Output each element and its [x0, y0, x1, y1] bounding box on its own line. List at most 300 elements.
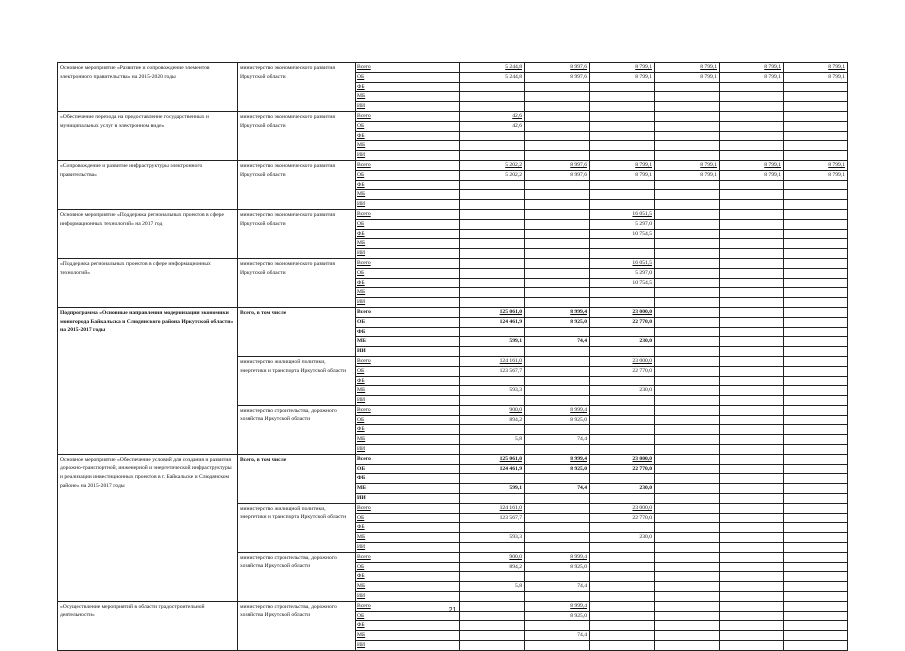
executor-cell: министерство экономического развития Иркутской области	[238, 258, 356, 307]
amount-cell	[525, 572, 590, 582]
amount-cell: 8 799,1	[784, 72, 848, 82]
amount-cell	[525, 641, 590, 651]
amount-cell	[525, 141, 590, 151]
amount-cell: 230,0	[590, 386, 655, 396]
amount-cell	[720, 151, 784, 161]
amount-cell	[655, 454, 720, 464]
amount-cell: 8 999,4	[525, 552, 590, 562]
amount-cell	[655, 572, 720, 582]
executor-cell: Всего, в том числе	[238, 307, 356, 356]
amount-cell: 8 925,0	[525, 464, 590, 474]
amount-cell: 5,8	[460, 582, 525, 592]
amount-cell	[525, 102, 590, 112]
amount-cell	[720, 425, 784, 435]
amount-cell	[655, 317, 720, 327]
amount-cell	[655, 552, 720, 562]
amount-cell	[720, 190, 784, 200]
amount-cell: 900,0	[460, 552, 525, 562]
amount-cell	[784, 111, 848, 121]
amount-cell	[460, 200, 525, 210]
amount-cell	[720, 337, 784, 347]
amount-cell: 23 000,0	[590, 356, 655, 366]
amount-cell	[784, 356, 848, 366]
funding-source-cell: МБ	[356, 533, 460, 543]
funding-source-cell: Всего	[356, 356, 460, 366]
funding-source-cell: ОБ	[356, 562, 460, 572]
amount-cell	[655, 200, 720, 210]
executor-cell: министерство жилищной политики, энергетики и транспорта Иркутской области	[238, 356, 356, 405]
amount-cell	[655, 641, 720, 651]
amount-cell	[525, 298, 590, 308]
amount-cell	[460, 92, 525, 102]
amount-cell	[655, 631, 720, 641]
funding-source-cell: ИИ	[356, 396, 460, 406]
amount-cell	[460, 102, 525, 112]
amount-cell: 124 461,9	[460, 464, 525, 474]
amount-cell: 8 799,1	[590, 63, 655, 73]
funding-source-cell: ИИ	[356, 151, 460, 161]
program-name-cell: «Сопровождение и развитие инфраструктуры электронного правительства»	[58, 160, 238, 209]
table-row	[58, 63, 848, 73]
amount-cell	[525, 239, 590, 249]
amount-cell	[655, 102, 720, 112]
amount-cell	[590, 474, 655, 484]
amount-cell	[784, 337, 848, 347]
amount-cell	[525, 327, 590, 337]
amount-cell	[655, 288, 720, 298]
amount-cell	[655, 386, 720, 396]
amount-cell	[655, 513, 720, 523]
amount-cell	[525, 347, 590, 357]
amount-cell: 8 799,1	[720, 63, 784, 73]
amount-cell	[460, 131, 525, 141]
amount-cell	[784, 239, 848, 249]
amount-cell	[655, 494, 720, 504]
amount-cell	[655, 92, 720, 102]
amount-cell	[460, 298, 525, 308]
amount-cell: 8 997,6	[525, 170, 590, 180]
amount-cell: 8 799,1	[655, 170, 720, 180]
funding-source-cell: МБ	[356, 239, 460, 249]
amount-cell	[590, 347, 655, 357]
amount-cell	[525, 592, 590, 602]
funding-source-cell: МБ	[356, 92, 460, 102]
amount-cell	[590, 180, 655, 190]
amount-cell	[590, 239, 655, 249]
amount-cell	[460, 288, 525, 298]
amount-cell	[525, 543, 590, 553]
amount-cell	[525, 82, 590, 92]
amount-cell: 8 799,1	[784, 63, 848, 73]
amount-cell: 16 051,5	[590, 258, 655, 268]
funding-source-cell: ИИ	[356, 445, 460, 455]
amount-cell: 8 799,1	[784, 160, 848, 170]
funding-source-cell: ИИ	[356, 641, 460, 651]
amount-cell	[784, 317, 848, 327]
amount-cell	[784, 258, 848, 268]
amount-cell	[525, 366, 590, 376]
amount-cell: 8 799,1	[720, 170, 784, 180]
amount-cell	[784, 396, 848, 406]
funding-source-cell: ФБ	[356, 474, 460, 484]
amount-cell	[525, 151, 590, 161]
amount-cell: 8 799,1	[720, 72, 784, 82]
amount-cell	[655, 582, 720, 592]
amount-cell	[460, 631, 525, 641]
amount-cell	[720, 219, 784, 229]
amount-cell	[655, 180, 720, 190]
amount-cell	[460, 141, 525, 151]
amount-cell: 8 999,4	[525, 454, 590, 464]
executor-cell: министерство экономического развития Иркутской области	[238, 63, 356, 112]
amount-cell	[590, 327, 655, 337]
table-row	[58, 160, 848, 170]
amount-cell: 8 799,1	[590, 72, 655, 82]
amount-cell	[655, 307, 720, 317]
funding-source-cell: ИИ	[356, 200, 460, 210]
funding-source-cell: МБ	[356, 484, 460, 494]
program-name-cell: «Обеспечение перехода на предоставление государственных и муниципальных услуг в электронном виде»	[58, 111, 238, 160]
amount-cell	[460, 258, 525, 268]
funding-source-cell: ФБ	[356, 425, 460, 435]
amount-cell	[525, 200, 590, 210]
amount-cell	[655, 190, 720, 200]
funding-source-cell: ОБ	[356, 513, 460, 523]
amount-cell	[784, 102, 848, 112]
table-row	[58, 454, 848, 464]
funding-source-cell: ОБ	[356, 464, 460, 474]
amount-cell	[590, 288, 655, 298]
amount-cell	[590, 415, 655, 425]
amount-cell: 8 799,1	[720, 160, 784, 170]
amount-cell	[655, 111, 720, 121]
amount-cell	[720, 454, 784, 464]
amount-cell	[784, 592, 848, 602]
amount-cell	[784, 552, 848, 562]
amount-cell	[590, 82, 655, 92]
amount-cell	[720, 592, 784, 602]
amount-cell	[525, 621, 590, 631]
funding-source-cell: МБ	[356, 141, 460, 151]
amount-cell: 8 925,0	[525, 562, 590, 572]
amount-cell	[784, 82, 848, 92]
page-number: 21	[448, 607, 457, 614]
amount-cell	[784, 464, 848, 474]
amount-cell: 124 461,9	[460, 317, 525, 327]
amount-cell: 42,6	[460, 111, 525, 121]
amount-cell	[784, 376, 848, 386]
amount-cell	[784, 435, 848, 445]
executor-cell: министерство экономического развития Иркутской области	[238, 160, 356, 209]
funding-source-cell: ИИ	[356, 347, 460, 357]
amount-cell	[525, 386, 590, 396]
amount-cell	[525, 533, 590, 543]
funding-source-cell: ИИ	[356, 102, 460, 112]
table-row	[58, 111, 848, 121]
amount-cell	[590, 445, 655, 455]
amount-cell	[460, 425, 525, 435]
amount-cell: 22 770,0	[590, 317, 655, 327]
executor-cell: министерство экономического развития Иркутской области	[238, 111, 356, 160]
amount-cell: 8 925,0	[525, 611, 590, 621]
funding-source-cell: ОБ	[356, 219, 460, 229]
amount-cell	[655, 356, 720, 366]
amount-cell	[720, 307, 784, 317]
amount-cell	[720, 249, 784, 259]
amount-cell	[460, 396, 525, 406]
amount-cell	[784, 503, 848, 513]
amount-cell	[655, 503, 720, 513]
amount-cell	[525, 474, 590, 484]
funding-source-cell: ФБ	[356, 572, 460, 582]
amount-cell	[590, 111, 655, 121]
amount-cell	[590, 641, 655, 651]
amount-cell	[720, 631, 784, 641]
amount-cell	[720, 82, 784, 92]
amount-cell	[525, 376, 590, 386]
amount-cell	[720, 356, 784, 366]
amount-cell	[655, 209, 720, 219]
amount-cell	[655, 258, 720, 268]
amount-cell	[784, 131, 848, 141]
amount-cell	[720, 641, 784, 651]
amount-cell	[525, 523, 590, 533]
amount-cell	[590, 621, 655, 631]
amount-cell	[460, 494, 525, 504]
funding-source-cell: ФБ	[356, 523, 460, 533]
amount-cell	[784, 631, 848, 641]
funding-source-cell: МБ	[356, 288, 460, 298]
amount-cell	[720, 523, 784, 533]
amount-cell	[784, 298, 848, 308]
amount-cell	[590, 523, 655, 533]
amount-cell: 8 799,1	[590, 160, 655, 170]
amount-cell: 8 799,1	[655, 160, 720, 170]
table-row	[58, 307, 848, 317]
amount-cell: 230,0	[590, 533, 655, 543]
amount-cell	[525, 396, 590, 406]
amount-cell	[655, 464, 720, 474]
amount-cell	[460, 209, 525, 219]
amount-cell	[590, 298, 655, 308]
amount-cell	[784, 121, 848, 131]
funding-source-cell: ОБ	[356, 366, 460, 376]
executor-cell: министерство строительства, дорожного хозяйства Иркутской области	[238, 552, 356, 601]
amount-cell	[720, 92, 784, 102]
amount-cell	[655, 219, 720, 229]
amount-cell	[720, 288, 784, 298]
funding-source-cell: Всего	[356, 503, 460, 513]
program-name-cell: Основное мероприятие «Обеспечение условий для создания и развития дорожно-транспортной, инженерной и энергетической инфраструктуры и реализации инвестиционных проектов в г. Байкальске и Слюдянском районе» на 2015-2017 годы	[58, 454, 238, 601]
amount-cell	[655, 425, 720, 435]
amount-cell	[720, 200, 784, 210]
program-name-cell: Основное мероприятие «Поддержка региональных проектов в сфере информационных технологий» на 2017 год	[58, 209, 238, 258]
amount-cell	[655, 278, 720, 288]
amount-cell	[655, 435, 720, 445]
amount-cell	[590, 552, 655, 562]
amount-cell	[784, 405, 848, 415]
amount-cell: 16 051,5	[590, 209, 655, 219]
amount-cell	[525, 219, 590, 229]
amount-cell	[784, 288, 848, 298]
amount-cell	[525, 111, 590, 121]
funding-source-cell: ОБ	[356, 611, 460, 621]
amount-cell	[784, 190, 848, 200]
funding-source-cell: Всего	[356, 454, 460, 464]
funding-source-cell: ОБ	[356, 268, 460, 278]
amount-cell	[460, 376, 525, 386]
amount-cell	[720, 258, 784, 268]
amount-cell	[590, 92, 655, 102]
amount-cell	[525, 131, 590, 141]
amount-cell	[784, 572, 848, 582]
amount-cell: 894,2	[460, 415, 525, 425]
amount-cell	[460, 249, 525, 259]
funding-source-cell: ФБ	[356, 376, 460, 386]
amount-cell	[784, 327, 848, 337]
funding-source-cell: Всего	[356, 209, 460, 219]
amount-cell: 74,4	[525, 631, 590, 641]
amount-cell	[460, 239, 525, 249]
amount-cell	[460, 190, 525, 200]
amount-cell	[590, 425, 655, 435]
amount-cell: 125 061,0	[460, 307, 525, 317]
amount-cell: 8 799,1	[655, 63, 720, 73]
budget-table-body	[58, 63, 848, 651]
funding-source-cell: ОБ	[356, 121, 460, 131]
amount-cell: 22 770,0	[590, 513, 655, 523]
amount-cell: 123 567,7	[460, 366, 525, 376]
amount-cell	[784, 307, 848, 317]
funding-source-cell: Всего	[356, 63, 460, 73]
table-row	[58, 258, 848, 268]
funding-source-cell: Всего	[356, 601, 460, 611]
amount-cell: 10 754,5	[590, 229, 655, 239]
amount-cell: 8 999,4	[525, 601, 590, 611]
amount-cell	[460, 327, 525, 337]
amount-cell: 900,0	[460, 405, 525, 415]
funding-source-cell: ФБ	[356, 621, 460, 631]
amount-cell	[590, 572, 655, 582]
amount-cell	[590, 543, 655, 553]
amount-cell	[720, 229, 784, 239]
amount-cell	[784, 366, 848, 376]
amount-cell: 125 061,0	[460, 454, 525, 464]
amount-cell	[720, 209, 784, 219]
funding-source-cell: ИИ	[356, 592, 460, 602]
amount-cell	[784, 474, 848, 484]
executor-cell: министерство жилищной политики, энергетики и транспорта Иркутской области	[238, 503, 356, 552]
amount-cell: 5,8	[460, 435, 525, 445]
funding-source-cell: Всего	[356, 552, 460, 562]
amount-cell	[460, 523, 525, 533]
amount-cell	[590, 249, 655, 259]
amount-cell	[655, 249, 720, 259]
amount-cell	[590, 435, 655, 445]
amount-cell	[720, 582, 784, 592]
amount-cell	[590, 405, 655, 415]
amount-cell	[720, 121, 784, 131]
budget-table	[57, 62, 848, 651]
amount-cell	[525, 190, 590, 200]
amount-cell	[784, 533, 848, 543]
amount-cell	[655, 239, 720, 249]
amount-cell	[655, 396, 720, 406]
amount-cell	[720, 503, 784, 513]
amount-cell: 5 202,2	[460, 160, 525, 170]
funding-source-cell: МБ	[356, 435, 460, 445]
amount-cell	[784, 141, 848, 151]
amount-cell	[784, 209, 848, 219]
amount-cell	[655, 366, 720, 376]
amount-cell: 8 799,1	[784, 170, 848, 180]
funding-source-cell: МБ	[356, 582, 460, 592]
amount-cell	[590, 631, 655, 641]
amount-cell	[590, 102, 655, 112]
executor-cell: Всего, в том числе	[238, 454, 356, 503]
amount-cell: 5 297,0	[590, 268, 655, 278]
amount-cell	[655, 621, 720, 631]
amount-cell	[655, 376, 720, 386]
amount-cell	[720, 405, 784, 415]
amount-cell	[460, 180, 525, 190]
program-name-cell: Основное мероприятие «Развитие и сопровождение элементов электронного правительства» на 2015-2020 годы	[58, 63, 238, 112]
amount-cell	[525, 121, 590, 131]
amount-cell	[655, 151, 720, 161]
amount-cell	[590, 582, 655, 592]
amount-cell	[525, 445, 590, 455]
amount-cell	[655, 268, 720, 278]
program-name-cell: Подпрограмма «Основные направления модернизации экономики моногорода Байкальска и Слюдянского района Иркутской области» на 2015-2017 годы	[58, 307, 238, 454]
amount-cell: 8 997,6	[525, 160, 590, 170]
amount-cell	[720, 102, 784, 112]
amount-cell: 5 244,8	[460, 72, 525, 82]
amount-cell: 8 997,6	[525, 63, 590, 73]
amount-cell: 5 202,2	[460, 170, 525, 180]
amount-cell: 74,4	[525, 582, 590, 592]
amount-cell	[784, 562, 848, 572]
amount-cell	[784, 641, 848, 651]
executor-cell: министерство строительства, дорожного хозяйства Иркутской области	[238, 405, 356, 454]
amount-cell	[784, 523, 848, 533]
executor-cell: министерство экономического развития Иркутской области	[238, 209, 356, 258]
amount-cell	[590, 376, 655, 386]
amount-cell	[720, 474, 784, 484]
amount-cell	[720, 464, 784, 474]
amount-cell	[460, 474, 525, 484]
amount-cell	[525, 513, 590, 523]
amount-cell: 599,1	[460, 484, 525, 494]
amount-cell	[460, 219, 525, 229]
amount-cell	[720, 239, 784, 249]
amount-cell	[655, 347, 720, 357]
amount-cell	[720, 366, 784, 376]
amount-cell	[784, 347, 848, 357]
amount-cell: 8 997,6	[525, 72, 590, 82]
amount-cell: 74,4	[525, 435, 590, 445]
funding-source-cell: МБ	[356, 337, 460, 347]
amount-cell	[784, 249, 848, 259]
amount-cell	[784, 454, 848, 464]
amount-cell	[655, 131, 720, 141]
amount-cell: 124 161,0	[460, 356, 525, 366]
amount-cell	[655, 484, 720, 494]
amount-cell	[784, 425, 848, 435]
funding-source-cell: ФБ	[356, 180, 460, 190]
amount-cell	[784, 494, 848, 504]
amount-cell: 74,4	[525, 484, 590, 494]
funding-source-cell: Всего	[356, 258, 460, 268]
